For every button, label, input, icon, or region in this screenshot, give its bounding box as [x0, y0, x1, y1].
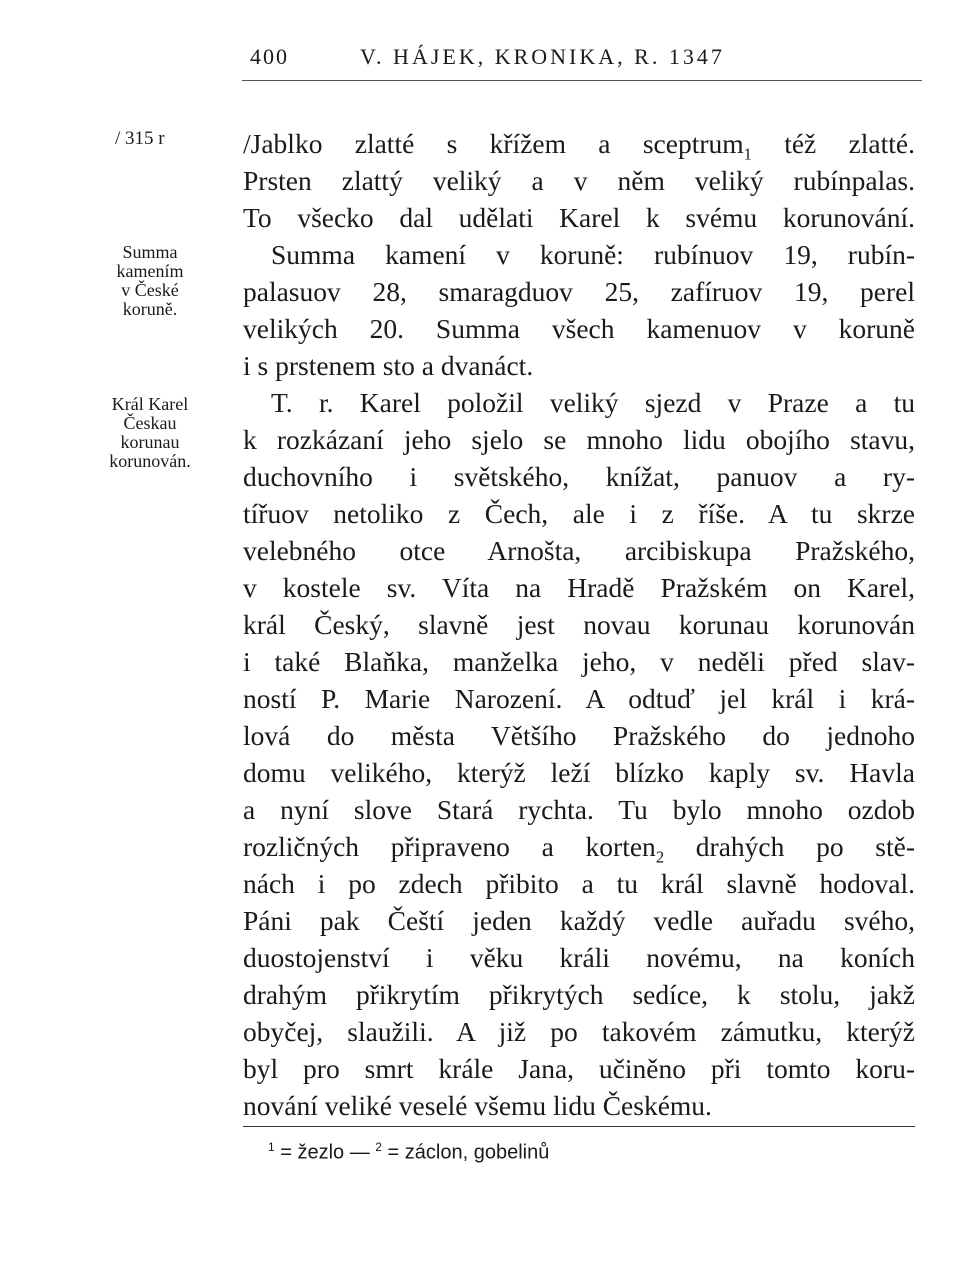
footnote: [268, 1140, 908, 1165]
text-line-content: nách i po zdech přibito a tu král slavně hodoval.: [243, 868, 915, 899]
text-line: [243, 643, 915, 680]
margin-note-summa: [60, 243, 240, 319]
text-line: [243, 236, 915, 273]
folio-mark: / 315 r: [115, 128, 165, 149]
text-line-content: Páni pak Čeští jeden každý vedle auřadu svého,: [243, 905, 915, 936]
text-line: [243, 717, 915, 754]
text-line-content: nování veliké veselé všemu lidu Českému.: [243, 1090, 712, 1121]
text-line: [243, 939, 915, 976]
page-number: 400: [250, 44, 289, 69]
text-line-content: drahým přikrytím přikrytých sedíce, k stolu, jakž: [243, 979, 915, 1010]
text-line-content: k rozkázaní jeho sjelo se mnoho lidu obojího stavu,: [243, 424, 915, 455]
text-line: [243, 680, 915, 717]
text-line: [243, 828, 915, 865]
text-line-content: Prsten zlattý veliký a v něm veliký rubínpalas.: [243, 165, 915, 196]
text-line-content: i s prstenem sto a dvanáct.: [243, 350, 534, 381]
text-line: [243, 754, 915, 791]
text-line: [243, 1087, 915, 1124]
footnote-rule: [243, 1126, 915, 1127]
text-line-content: palasuov 28, smaragduov 25, zafíruov 19, perel: [243, 276, 915, 307]
text-line-content: To všecko dal udělati Karel k svému korunování.: [243, 202, 915, 233]
text-line-content: tířuov netoliko z Čech, ale i z říše. A tu skrze: [243, 498, 915, 529]
margin-note-line: korunován.: [109, 451, 191, 471]
text-line-content: velikých 20. Summa všech kamenuov v koruně: [243, 313, 915, 344]
footnote-text: = žezlo —: [274, 1141, 376, 1164]
text-line: [243, 495, 915, 532]
text-line-content: velebného otce Arnošta, arcibiskupa Pražského,: [243, 535, 915, 566]
text-line-content: duchovního i světského, knížat, panuov a ry-: [243, 461, 915, 492]
text-line: [243, 1013, 915, 1050]
text-line: [243, 1050, 915, 1087]
text-line-content: obyčej, slaužili. A již po takovém zámutku, kterýž: [243, 1016, 915, 1047]
margin-note-line: kamením: [116, 261, 184, 281]
text-line: [243, 384, 915, 421]
text-line-content: král Český, slavně jest novau korunau korunován: [243, 609, 915, 640]
margin-note-line: korunau: [120, 432, 180, 452]
margin-note-line: Král Karel: [111, 394, 189, 414]
footnote-marker: 1: [268, 1140, 275, 1154]
margin-note-line: Summa: [122, 242, 178, 262]
text-line-content: domu velikého, kterýž leží blízko kaply sv. Havla: [243, 757, 915, 788]
text-line: [243, 569, 915, 606]
text-line-content: a nyní slove Stará rychta. Tu bylo mnoho ozdob: [243, 794, 915, 825]
text-line-content: duostojenství i věku králi novému, na koních: [243, 942, 915, 973]
text-line: [243, 347, 915, 384]
text-line-content: rozličných připraveno a korten: [243, 831, 656, 862]
main-text: [243, 125, 915, 1124]
text-line-content: Summa kamení v koruně: rubínuov 19, rubín-: [271, 239, 915, 270]
text-line: [243, 125, 915, 162]
text-line: [243, 162, 915, 199]
text-line: [243, 310, 915, 347]
running-header: [250, 40, 920, 80]
text-line-content: i také Blaňka, manželka jeho, v neděli před slav-: [243, 646, 915, 677]
running-title: V. HÁJEK, KRONIKA, R. 1347: [360, 44, 725, 69]
text-line: [243, 458, 915, 495]
text-line: [243, 532, 915, 569]
text-line-content: lová do města Většího Pražského do jednoho: [243, 720, 915, 751]
text-line: [243, 199, 915, 236]
text-line: [243, 606, 915, 643]
text-line-content: T. r. Karel položil veliký sjezd v Praze a tu: [271, 387, 915, 418]
text-line: [243, 976, 915, 1013]
margin-note-line: koruně.: [122, 299, 178, 319]
text-line-content: byl pro smrt krále Jana, učiněno při tomto koru-: [243, 1053, 915, 1084]
footnote-marker: 2: [375, 1140, 382, 1154]
margin-note-line: v České: [121, 280, 179, 300]
text-line-content: drahých po stě-: [664, 831, 916, 862]
margin-note-line: Českau: [123, 413, 177, 433]
header-rule: [242, 80, 922, 81]
text-line: [243, 791, 915, 828]
margin-note-kral: [60, 395, 240, 471]
text-line-content: ností P. Marie Narození. A odtuď jel král i krá-: [243, 683, 915, 714]
footnote-reference: 2: [655, 847, 665, 867]
text-line-content: v kostele sv. Víta na Hradě Pražském on Karel,: [243, 572, 915, 603]
text-line: [243, 421, 915, 458]
text-line: [243, 865, 915, 902]
text-line-content: též zlatté.: [751, 128, 915, 159]
text-line: [243, 273, 915, 310]
footnote-reference: 1: [743, 144, 752, 164]
text-line: [243, 902, 915, 939]
text-line-content: /Jablko zlatté s křížem a sceptrum: [243, 128, 744, 159]
footnote-text: = záclon, gobelinů: [381, 1141, 550, 1164]
